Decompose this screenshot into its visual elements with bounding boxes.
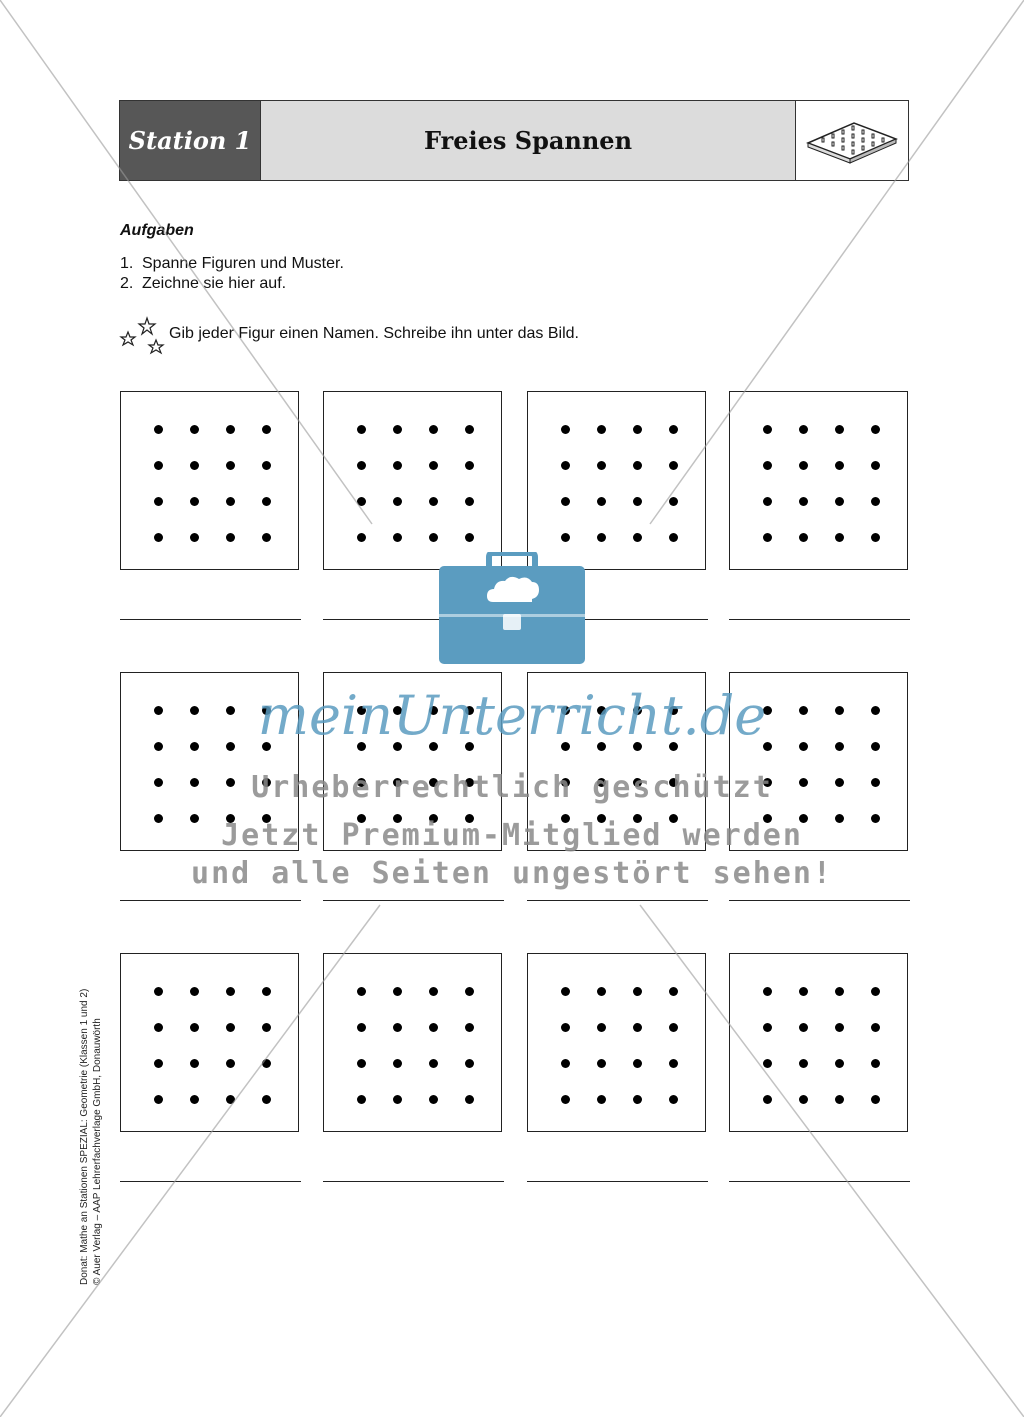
task-2-number: 2. — [120, 275, 134, 292]
credit-line-2: © Auer Verlag – AAP Lehrerfachverlage GmbH, Donauwörth — [92, 1018, 103, 1285]
star-task-text: Gib jeder Figur einen Namen. Schreibe ihn unter das Bild. — [169, 325, 579, 342]
tasks-heading: Aufgaben — [120, 222, 194, 239]
task-1-text: Spanne Figuren und Muster. — [142, 255, 344, 272]
watermark-brand: meinUnterricht.de — [257, 684, 767, 747]
station-label: Station 1 — [120, 101, 261, 180]
watermark-line-1: Urheberrechtlich geschützt — [251, 770, 773, 805]
task-2-text: Zeichne sie hier auf. — [142, 275, 287, 292]
task-1-number: 1. — [120, 255, 134, 272]
watermark-line-3: und alle Seiten ungestört sehen! — [191, 856, 833, 891]
watermark-line-2: Jetzt Premium-Mitglied werden — [221, 818, 803, 853]
briefcase-cloud-icon — [437, 552, 587, 673]
credit-line-1: Donat: Mathe an Stationen SPEZIAL: Geometrie (Klassen 1 und 2) — [79, 988, 90, 1285]
page-title: Freies Spannen — [261, 101, 796, 180]
